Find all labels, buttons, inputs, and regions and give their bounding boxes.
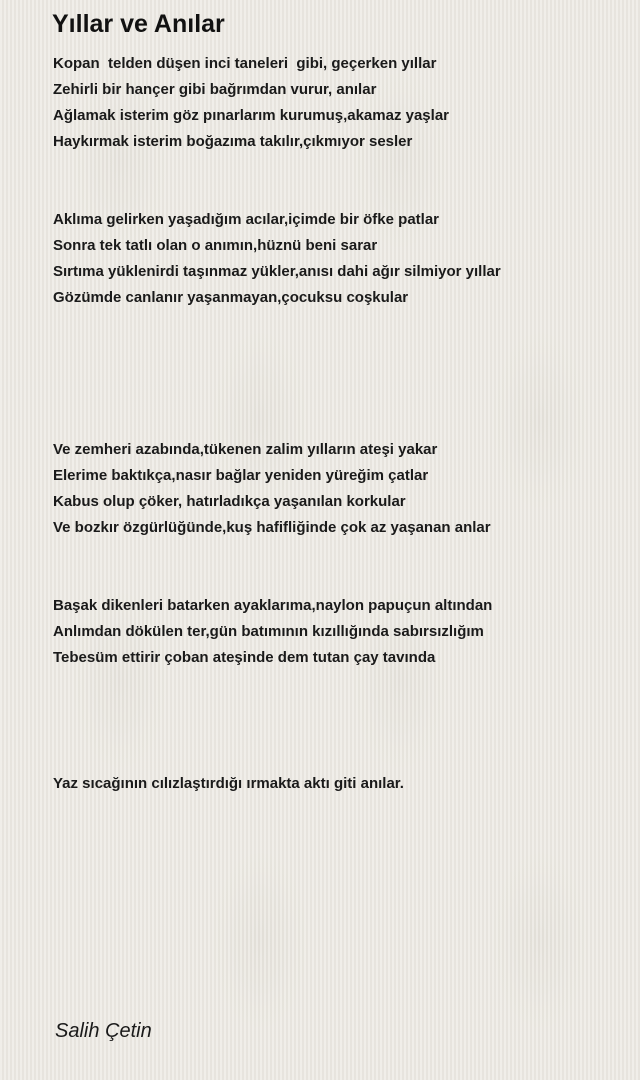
poem-author: Salih Çetin	[55, 1020, 152, 1042]
poem-title: Yıllar ve Anılar	[52, 10, 225, 38]
poem-line: Başak dikenleri batarken ayaklarıma,naylon papuçun altından	[53, 597, 493, 614]
poem-line: Sonra tek tatlı olan o anımın,hüznü beni sarar	[53, 237, 378, 254]
poem-line: Kopan telden düşen inci taneleri gibi, geçerken yıllar	[53, 55, 437, 72]
poem-line: Aklıma gelirken yaşadığım acılar,içimde bir öfke patlar	[53, 211, 440, 228]
poem-line: Haykırmak isterim boğazıma takılır,çıkmıyor sesler	[53, 133, 413, 150]
poem-line: Sırtıma yüklenirdi taşınmaz yükler,anısı dahi ağır silmiyor yıllar	[53, 263, 501, 280]
poem-line: Gözümde canlanır yaşanmayan,çocuksu coşkular	[53, 289, 409, 306]
poem-line: Tebesüm ettirir çoban ateşinde dem tutan çay tavında	[53, 649, 436, 666]
poem-line: Ve bozkır özgürlüğünde,kuş hafifliğinde çok az yaşanan anlar	[53, 519, 491, 536]
poem-line: Zehirli bir hançer gibi bağrımdan vurur, anılar	[53, 81, 377, 98]
poem-line: Elerime baktıkça,nasır bağlar yeniden yüreğim çatlar	[53, 467, 429, 484]
poem-line: Kabus olup çöker, hatırladıkça yaşanılan korkular	[53, 493, 406, 510]
poem-line: Yaz sıcağının cılızlaştırdığı ırmakta aktı giti anılar.	[53, 775, 404, 792]
poem-line: Ağlamak isterim göz pınarlarım kurumuş,akamaz yaşlar	[53, 107, 449, 124]
poem-line: Ve zemheri azabında,tükenen zalim yılların ateşi yakar	[53, 441, 438, 458]
poem-line: Anlımdan dökülen ter,gün batımının kızıllığında sabırsızlığım	[53, 623, 484, 640]
